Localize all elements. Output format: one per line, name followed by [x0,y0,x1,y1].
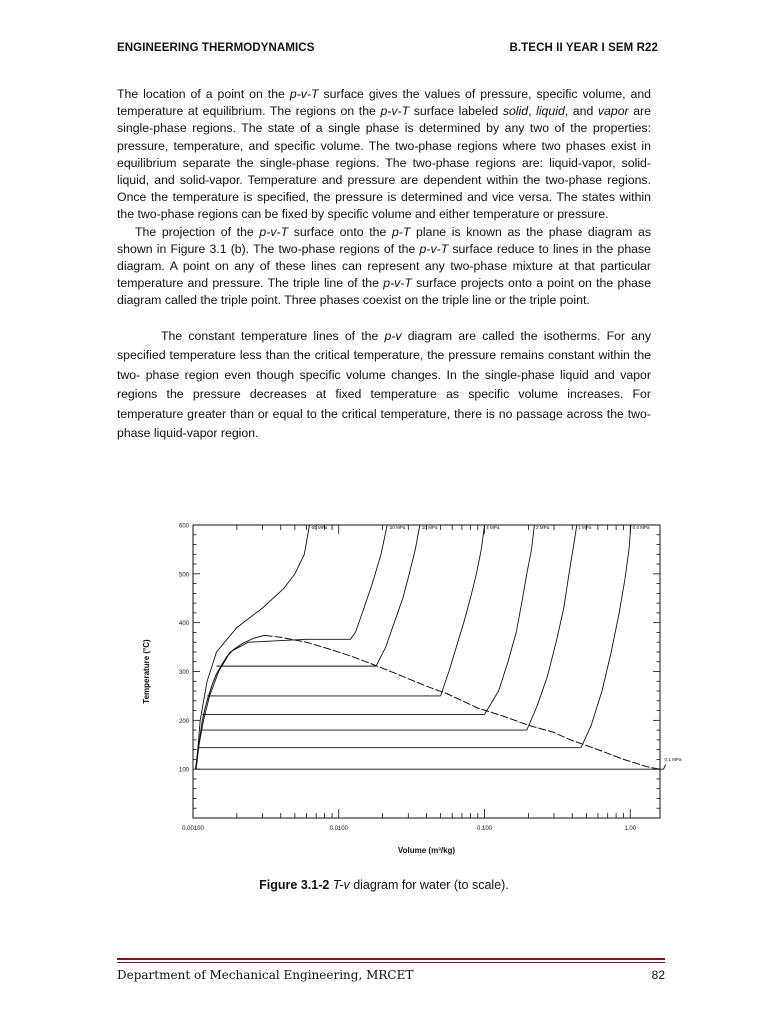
y-tick-label: 100 [178,767,189,774]
footer-department: Department of Mechanical Engineering, MRCET [117,968,414,982]
text-run: are single-phase regions. The state of a single phase is determined by any two of the properties: pressure, temperature, and specific volume. The two-phase regions where two phases exist in equilibrium separate the single-phase regions. The two-phase regions are: liquid-vapor, solid-liquid, and solid-vapor. Temperature and pressure are dependent within the two-phase regions. Once the temperature is specified, the pressure is determined and vice versa. The states within the two-phase regions can be fixed by specific volume and either temperature or pressure. [117,104,651,222]
text-run: vapor [597,104,629,119]
text-run: surface labeled [409,104,503,119]
isobar-label: 4 MPa [486,524,500,530]
footer-rule-thin [117,962,665,963]
isobar-line [441,525,485,696]
tv-diagram-chart [130,512,690,872]
text-run: surface reduce to lines in the phase diagram. A point on any of these lines can represent any two-phase mixture at that particular temperature and pressure. The triple line of the [117,241,651,291]
text-run: p-v-T [419,241,449,256]
x-tick-label: 0.100 [476,826,493,832]
text-run: solid [502,104,529,119]
text-run: p-v [384,328,402,343]
text-run: p-v-T [289,87,319,101]
isobar-label: 20 MPa [389,524,406,530]
text-run: surface onto the [288,224,392,239]
isobar-line [581,525,631,748]
paragraph-2 [117,224,651,310]
isobar-label: 60 MPa [311,524,328,530]
saturated-vapor-line [265,635,660,769]
caption-italic: T-v [332,878,350,892]
text-run: diagram are called the isotherms. For any specified temperature less than the critical temperature, the pressure remains constant within the two- phase region even though specific volume changes. In the single-phase liquid and vapor regions the pressure decreases at fixed temperature as specific volume increases. For temperature greater than or equal to the critical temperature, there is no passage across the two-phase liquid-vapor region. [117,328,651,441]
plot-frame [193,525,660,818]
text-run: p-v-T [259,224,289,239]
isobar-line [196,525,309,769]
isobar-label: 2 MPa [535,524,550,530]
text-run: The constant temperature lines of the [161,328,385,343]
text-run: , and [564,104,598,119]
y-tick-label: 200 [178,718,189,725]
y-tick-label: 300 [178,670,189,676]
isobar-line [527,525,577,730]
text-run: plane is known as the phase diagram as shown in Figure 3.1 (b). The two-phase regions of the [117,224,651,256]
x-tick-label: 0.0100 [329,826,348,832]
y-axis-label: Temperature (°C) [142,639,151,704]
isobar-label: 0.4 MPa [632,524,650,530]
text-run: p-v-T [383,276,412,291]
isobar-label: 1 MPa [578,524,592,530]
isobar-label: 0.1 MPa [664,756,682,762]
figure-caption [0,878,768,892]
text-run: p-T [391,224,411,239]
isobar-line [196,525,387,769]
page-number: 82 [651,968,665,982]
y-tick-label: 400 [178,621,189,628]
text-run: surface gives the values of pressure, specific volume, and temperature at equilibrium. The regions on the [117,87,651,119]
text-run: , [528,104,537,119]
text-run: surface projects onto a point on the phase diagram called the triple point. Three phases coexist on the triple line or the triple point. [117,276,651,308]
text-run: liquid [536,104,565,119]
footer-rule [117,958,665,960]
y-tick-label: 500 [178,572,189,579]
paragraph-1 [117,86,651,224]
isobar-line [664,764,666,769]
caption-label: Figure 3.1-2 [259,878,333,892]
caption-rest: diagram for water (to scale). [349,878,509,892]
x-tick-label: 1.00 [624,826,637,832]
text-run: p-v-T [380,104,410,119]
isobar-label: 10 MPa [421,524,438,530]
tv-diagram-figure [130,512,690,872]
saturated-liquid-line [196,635,265,769]
x-tick-label: 0.00100 [182,826,204,832]
paragraph-3 [117,327,651,444]
y-tick-label: 600 [178,523,189,530]
isobar-line [485,525,535,715]
header-title: ENGINEERING THERMODYNAMICS [117,42,315,54]
body-text [117,86,651,444]
text-run: The location of a point on the [117,87,290,101]
header-course: B.TECH II YEAR I SEM R22 [509,42,658,54]
x-axis-label: Volume (m³/kg) [397,846,456,855]
text-run: The projection of the [135,224,260,239]
